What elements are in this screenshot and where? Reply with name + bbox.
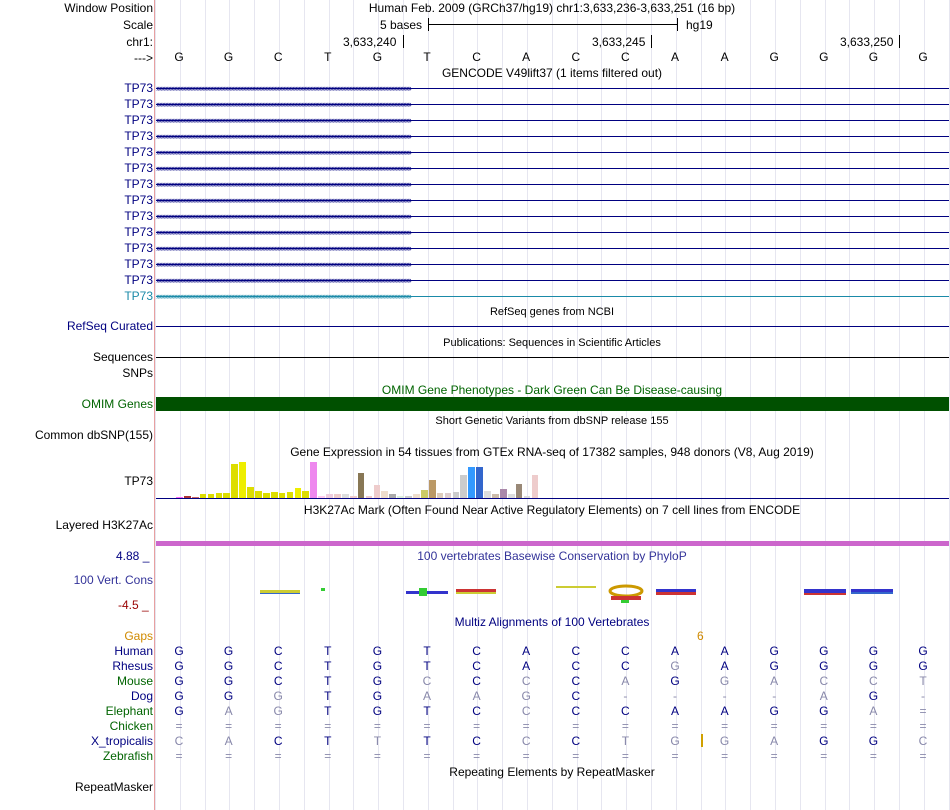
species-label[interactable]: Zebrafish	[102, 749, 153, 763]
base-letter: C	[621, 50, 630, 64]
alignment-base: A	[720, 704, 729, 718]
alignment-base: C	[174, 734, 184, 748]
alignment-base: C	[621, 704, 630, 718]
alignment-base: C	[819, 674, 829, 688]
alignment-base: G	[769, 644, 779, 658]
alignment-base: G	[670, 734, 680, 748]
alignment-base: C	[621, 644, 630, 658]
scale-assembly: hg19	[686, 18, 713, 32]
alignment-base: =	[621, 719, 629, 733]
base-letter: C	[571, 50, 581, 64]
base-letter: A	[522, 50, 531, 64]
alignment-base: =	[225, 749, 233, 763]
gencode-gene-label[interactable]: TP73	[124, 241, 153, 255]
alignment-base: C	[273, 644, 283, 658]
window-position-text: Human Feb. 2009 (GRCh37/hg19) chr1:3,633,236-3,633,251 (16 bp)	[368, 1, 736, 15]
alignment-base: A	[869, 704, 878, 718]
alignment-base: G	[868, 734, 879, 748]
gtex-tissue-bar[interactable]	[476, 467, 483, 498]
gtex-tissue-bar[interactable]	[500, 489, 507, 498]
alignment-base: G	[819, 704, 829, 718]
alignment-base: G	[174, 689, 184, 703]
alignment-base: =	[473, 749, 481, 763]
gtex-tissue-bar[interactable]	[295, 488, 302, 498]
alignment-base: =	[671, 719, 679, 733]
gtex-tissue-bar[interactable]	[429, 480, 436, 498]
alignment-base: =	[572, 719, 580, 733]
base-letter: A	[670, 50, 679, 64]
alignment-base: G	[174, 644, 184, 658]
alignment-base: T	[324, 644, 332, 658]
phylop-min: -4.5 _	[118, 598, 149, 612]
alignment-base: -	[722, 689, 727, 703]
alignment-base: =	[820, 749, 828, 763]
arrow-label: --->	[134, 51, 153, 65]
alignment-base: C	[571, 734, 581, 748]
gtex-tissue-bar[interactable]	[484, 491, 491, 498]
omim-label[interactable]: OMIM Genes	[81, 397, 153, 411]
base-letter: G	[174, 50, 184, 64]
alignment-base: G	[372, 659, 383, 673]
coord-3: 3,633,250	[840, 35, 894, 49]
alignment-base: =	[671, 749, 679, 763]
scale-label: Scale	[122, 18, 153, 32]
alignment-base: G	[868, 659, 879, 673]
gaps-label[interactable]: Gaps	[124, 629, 153, 643]
alignment-base: G	[918, 659, 928, 673]
publications-line[interactable]	[156, 357, 949, 358]
alignment-base: G	[372, 644, 383, 658]
alignment-base: G	[273, 704, 283, 718]
alignment-base: =	[919, 719, 927, 733]
repeatmasker-label[interactable]: RepeatMasker	[74, 780, 153, 794]
h3k27ac-label[interactable]: Layered H3K27Ac	[55, 518, 153, 532]
alignment-base: =	[621, 749, 629, 763]
alignment-base: C	[621, 659, 630, 673]
alignment-base: G	[223, 659, 234, 673]
gtex-tissue-bar[interactable]	[239, 462, 246, 498]
coord-3-tick	[899, 35, 900, 48]
alignment-base: T	[423, 659, 431, 673]
base-letter: G	[868, 50, 879, 64]
gap-value: 6	[697, 629, 704, 643]
alignment-base: A	[422, 689, 431, 703]
alignment-base: G	[273, 689, 283, 703]
gencode-gene-label[interactable]: TP73	[124, 257, 153, 271]
gtex-tissue-bar[interactable]	[310, 462, 317, 498]
alignment-base: C	[571, 644, 581, 658]
alignment-base: =	[919, 749, 927, 763]
species-label[interactable]: Elephant	[105, 704, 153, 718]
alignment-base: =	[522, 719, 530, 733]
species-label[interactable]: Human	[114, 644, 153, 658]
alignment-base: G	[372, 674, 383, 688]
alignment-base: T	[423, 704, 431, 718]
alignment-base: G	[819, 659, 829, 673]
alignment-base: =	[274, 749, 282, 763]
coord-2: 3,633,245	[592, 35, 646, 49]
alignment-base: G	[719, 734, 730, 748]
gencode-gene-label[interactable]: TP73	[124, 177, 153, 191]
scale-bar-left-tick	[428, 18, 429, 31]
gencode-gene-label[interactable]: TP73	[124, 289, 153, 303]
alignment-base: =	[721, 749, 729, 763]
alignment-base: A	[522, 659, 531, 673]
alignment-base: -	[772, 689, 777, 703]
alignment-base: C	[273, 659, 283, 673]
multiz-title: Multiz Alignments of 100 Vertebrates	[454, 615, 650, 629]
alignment-base: A	[770, 674, 779, 688]
gtex-tissue-bar[interactable]	[468, 467, 475, 498]
alignment-base: G	[174, 674, 184, 688]
snps-label[interactable]: SNPs	[122, 366, 153, 380]
alignment-base: A	[670, 704, 679, 718]
gencode-strand-arrows: ››››››››››››››››››››››››››››››››››››››››››››››››››››››››››››››››››››››››››››››››››››››››››››››››››››››››››››››››››››››››››››››››››››››››››››››››››››››››››››››››››››››››››	[156, 229, 411, 236]
alignment-base: C	[472, 674, 481, 688]
alignment-base: G	[223, 689, 234, 703]
alignment-base: C	[521, 674, 531, 688]
coord-1: 3,633,240	[343, 35, 397, 49]
alignment-base: =	[175, 719, 183, 733]
alignment-base: C	[273, 734, 283, 748]
gtex-title: Gene Expression in 54 tissues from GTEx RNA-seq of 17382 samples, 948 donors (V8, Aug 2019)	[290, 445, 814, 459]
gtex-tissue-bar[interactable]	[516, 484, 523, 498]
alignment-base: T	[324, 674, 332, 688]
alignment-base: A	[472, 689, 481, 703]
base-letter: G	[223, 50, 234, 64]
alignment-base: =	[869, 719, 877, 733]
coord-2-tick	[651, 35, 652, 48]
gencode-gene-label[interactable]: TP73	[124, 193, 153, 207]
gtex-tissue-bar[interactable]	[532, 475, 539, 498]
alignment-base: T	[423, 734, 431, 748]
alignment-base: =	[324, 719, 332, 733]
alignment-base: A	[819, 689, 828, 703]
species-label[interactable]: Dog	[130, 689, 153, 703]
base-letter: C	[472, 50, 481, 64]
alignment-base: C	[869, 674, 878, 688]
gencode-strand-arrows: ››››››››››››››››››››››››››››››››››››››››››››››››››››››››››››››››››››››››››››››››››››››››››››››››››››››››››››››››››››››››››››››››››››››››››››››››››››››››››››››››››››››››››	[156, 101, 411, 108]
refseq-label[interactable]: RefSeq Curated	[66, 319, 153, 333]
alignment-base: =	[225, 719, 233, 733]
alignment-base: C	[571, 704, 581, 718]
alignment-base: =	[423, 719, 431, 733]
alignment-base: -	[921, 689, 925, 703]
gencode-strand-arrows: ››››››››››››››››››››››››››››››››››››››››››››››››››››››››››››››››››››››››››››››››››››››››››››››››››››››››››››››››››››››››››››››››››››››››››››››››››››››››››››››››››››››››››	[156, 117, 411, 124]
alignment-base: C	[472, 704, 481, 718]
alignment-base: -	[623, 689, 628, 703]
alignment-base: A	[224, 704, 233, 718]
alignment-base: =	[522, 749, 530, 763]
alignment-base: G	[372, 689, 383, 703]
alignment-base: G	[223, 674, 234, 688]
alignment-base: C	[422, 674, 432, 688]
gtex-tissue-bar[interactable]	[302, 491, 309, 498]
alignment-base: =	[572, 749, 580, 763]
alignment-base: T	[373, 734, 382, 748]
alignment-base: G	[670, 674, 680, 688]
alignment-base: =	[770, 719, 778, 733]
gtex-tissue-bar[interactable]	[381, 491, 388, 498]
gencode-gene-label[interactable]: TP73	[124, 145, 153, 159]
alignment-base: =	[473, 719, 481, 733]
base-letter: T	[324, 50, 332, 64]
gtex-tissue-bar[interactable]	[231, 464, 238, 498]
chrom-label: chr1:	[126, 35, 153, 49]
alignment-base: G	[223, 644, 234, 658]
alignment-base: A	[720, 644, 729, 658]
dbsnp-title: Short Genetic Variants from dbSNP release 155	[435, 415, 669, 427]
phylop-title: 100 vertebrates Basewise Conservation by PhyloP	[417, 549, 687, 563]
gtex-chart[interactable]	[156, 460, 949, 498]
alignment-base: C	[472, 644, 481, 658]
alignment-base: T	[324, 659, 332, 673]
base-letter: G	[819, 50, 829, 64]
gtex-tissue-bar[interactable]	[247, 487, 254, 498]
alignment-base: =	[423, 749, 431, 763]
alignment-base: G	[918, 644, 928, 658]
omim-title: OMIM Gene Phenotypes - Dark Green Can Be Disease-causing	[381, 383, 723, 397]
gencode-strand-arrows: ››››››››››››››››››››››››››››››››››››››››››››››››››››››››››››››››››››››››››››››››››››››››››››››››››››››››››››››››››››››››››››››››››››››››››››››››››››››››››››››››››››››››››	[156, 213, 411, 220]
repeatmasker-title: Repeating Elements by RepeatMasker	[449, 765, 655, 779]
species-label[interactable]: Chicken	[109, 719, 153, 733]
gtex-tissue-bar[interactable]	[255, 491, 262, 498]
alignment-base: =	[721, 719, 729, 733]
species-label[interactable]: Mouse	[116, 674, 153, 688]
scale-bar-right-tick	[677, 18, 678, 31]
gencode-title[interactable]: GENCODE V49lift37 (1 items filtered out)	[441, 66, 663, 80]
gtex-tissue-bar[interactable]	[358, 473, 365, 498]
publications-title: Publications: Sequences in Scientific Articles	[443, 337, 661, 349]
gencode-strand-arrows: ››››››››››››››››››››››››››››››››››››››››››››››››››››››››››››››››››››››››››››››››››››››››››››››››››››››››››››››››››››››››››››››››››››››››››››››››››››››››››››››››››››››››››	[156, 181, 411, 188]
alignment-base: T	[919, 674, 927, 688]
gencode-gene-label[interactable]: TP73	[124, 113, 153, 127]
alignment-base: =	[820, 719, 828, 733]
window-position-label: Window Position	[64, 1, 153, 15]
gencode-strand-arrows: ››››››››››››››››››››››››››››››››››››››››››››››››››››››››››››››››››››››››››››››››››››››››››››››››››››››››››››››››››››››››››››››››››››››››››››››››››››››››››››››››››››››››››	[156, 261, 411, 268]
refseq-title: RefSeq genes from NCBI	[489, 306, 615, 318]
base-letter: G	[372, 50, 383, 64]
base-letter: A	[720, 50, 729, 64]
gencode-gene-label[interactable]: TP73	[124, 161, 153, 175]
alignment-base: C	[571, 674, 581, 688]
h3k27ac-title: H3K27Ac Mark (Often Found Near Active Regulatory Elements) on 7 cell lines from ENCODE	[303, 503, 801, 517]
gencode-strand-arrows: ››››››››››››››››››››››››››››››››››››››››››››››››››››››››››››››››››››››››››››››››››››››››››››››››››››››››››››››››››››››››››››››››››››››››››››››››››››››››››››››››››››››››››	[156, 85, 411, 92]
alignment-base: T	[324, 704, 332, 718]
alignment-base: A	[670, 644, 679, 658]
gencode-strand-arrows: ››››››››››››››››››››››››››››››››››››››››››››››››››››››››››››››››››››››››››››››››››››››››››››››››››››››››››››››››››››››››››››››››››››››››››››››››››››››››››››››››››››››››››	[156, 245, 411, 252]
base-letter: G	[918, 50, 928, 64]
alignment-base: =	[324, 749, 332, 763]
species-label[interactable]: Rhesus	[112, 659, 153, 673]
alignment-base: G	[372, 704, 383, 718]
scale-bar	[428, 24, 678, 25]
gtex-tissue-bar[interactable]	[374, 485, 381, 498]
phylop-max: 4.88 _	[116, 549, 150, 563]
alignment-base: =	[274, 719, 282, 733]
gencode-gene-label[interactable]: TP73	[124, 81, 153, 95]
alignment-base: C	[571, 659, 581, 673]
alignment-base: T	[621, 734, 630, 748]
alignment-base: G	[819, 644, 829, 658]
coord-1-tick	[403, 35, 404, 48]
gtex-tissue-bar[interactable]	[460, 475, 467, 498]
gtex-tissue-bar[interactable]	[421, 490, 428, 498]
alignment-base: =	[770, 749, 778, 763]
alignment-base: G	[819, 734, 829, 748]
omim-bar[interactable]	[156, 397, 949, 411]
species-label[interactable]: X_tropicalis	[90, 734, 153, 748]
alignment-base: G	[521, 689, 531, 703]
alignment-base: =	[175, 749, 183, 763]
phylop-label[interactable]: 100 Vert. Cons	[73, 573, 153, 587]
alignment-base: A	[224, 734, 233, 748]
alignment-base: T	[423, 644, 431, 658]
gencode-strand-arrows: ››››››››››››››››››››››››››››››››››››››››››››››››››››››››››››››››››››››››››››››››››››››››››››››››››››››››››››››››››››››››››››››››››››››››››››››››››››››››››››››››››››››››››	[156, 293, 411, 300]
alignment-base: =	[919, 704, 927, 718]
alignment-base: A	[770, 734, 779, 748]
alignment-base: =	[373, 749, 381, 763]
alignment-base: C	[472, 659, 481, 673]
alignment-base: =	[869, 749, 877, 763]
gtex-axis	[156, 498, 949, 499]
publications-label[interactable]: Sequences	[92, 350, 153, 364]
gencode-gene-label[interactable]: TP73	[124, 209, 153, 223]
gtex-label[interactable]: TP73	[124, 474, 153, 488]
gencode-gene-label[interactable]: TP73	[124, 225, 153, 239]
base-letter: G	[769, 50, 779, 64]
base-letter: T	[423, 50, 431, 64]
alignment-base: T	[324, 734, 332, 748]
dbsnp-label[interactable]: Common dbSNP(155)	[34, 428, 153, 442]
alignment-base: G	[868, 689, 879, 703]
alignment-base: C	[273, 674, 283, 688]
alignment-base: C	[472, 734, 481, 748]
alignment-base: A	[522, 644, 531, 658]
gencode-gene-label[interactable]: TP73	[124, 97, 153, 111]
alignment-base: C	[521, 734, 531, 748]
scale-text: 5 bases	[380, 18, 423, 32]
gencode-strand-arrows: ››››››››››››››››››››››››››››››››››››››››››››››››››››››››››››››››››››››››››››››››››››››››››››››››››››››››››››››››››››››››››››››››››››››››››››››››››››››››››››››››››››››››››	[156, 133, 411, 140]
phylop-logos[interactable]	[156, 580, 949, 605]
alignment-base: G	[769, 659, 779, 673]
insertion-marker	[701, 734, 703, 747]
alignment-base: =	[373, 719, 381, 733]
alignment-base: C	[521, 704, 531, 718]
refseq-line[interactable]	[156, 326, 949, 327]
gencode-strand-arrows: ››››››››››››››››››››››››››››››››››››››››››››››››››››››››››››››››››››››››››››››››››››››››››››››››››››››››››››››››››››››››››››››››››››››››››››››››››››››››››››››››››››››››››	[156, 165, 411, 172]
alignment-base: G	[719, 674, 730, 688]
alignment-base: G	[174, 704, 184, 718]
alignment-base: C	[571, 689, 581, 703]
alignment-base: G	[868, 644, 879, 658]
gencode-strand-arrows: ››››››››››››››››››››››››››››››››››››››››››››››››››››››››››››››››››››››››››››››››››››››››››››››››››››››››››››››››››››››››››››››››››››››››››››››››››››››››››››››››››››››››››	[156, 197, 411, 204]
alignment-base: A	[621, 674, 630, 688]
alignment-base: G	[174, 659, 184, 673]
alignment-base: G	[670, 659, 680, 673]
gencode-strand-arrows: ››››››››››››››››››››››››››››››››››››››››››››››››››››››››››››››››››››››››››››››››››››››››››››››››››››››››››››››››››››››››››››››››››››››››››››››››››››››››››››››››››››››››››	[156, 149, 411, 156]
alignment-base: A	[720, 659, 729, 673]
alignment-base: T	[324, 689, 332, 703]
alignment-base: C	[918, 734, 928, 748]
alignment-base: -	[673, 689, 677, 703]
gencode-gene-label[interactable]: TP73	[124, 129, 153, 143]
base-letter: C	[273, 50, 283, 64]
alignment-base: G	[769, 704, 779, 718]
h3k27ac-bar[interactable]	[156, 541, 949, 546]
gencode-strand-arrows: ››››››››››››››››››››››››››››››››››››››››››››››››››››››››››››››››››››››››››››››››››››››››››››››››››››››››››››››››››››››››››››››››››››››››››››››››››››››››››››››››››››››››››	[156, 277, 411, 284]
gencode-gene-label[interactable]: TP73	[124, 273, 153, 287]
